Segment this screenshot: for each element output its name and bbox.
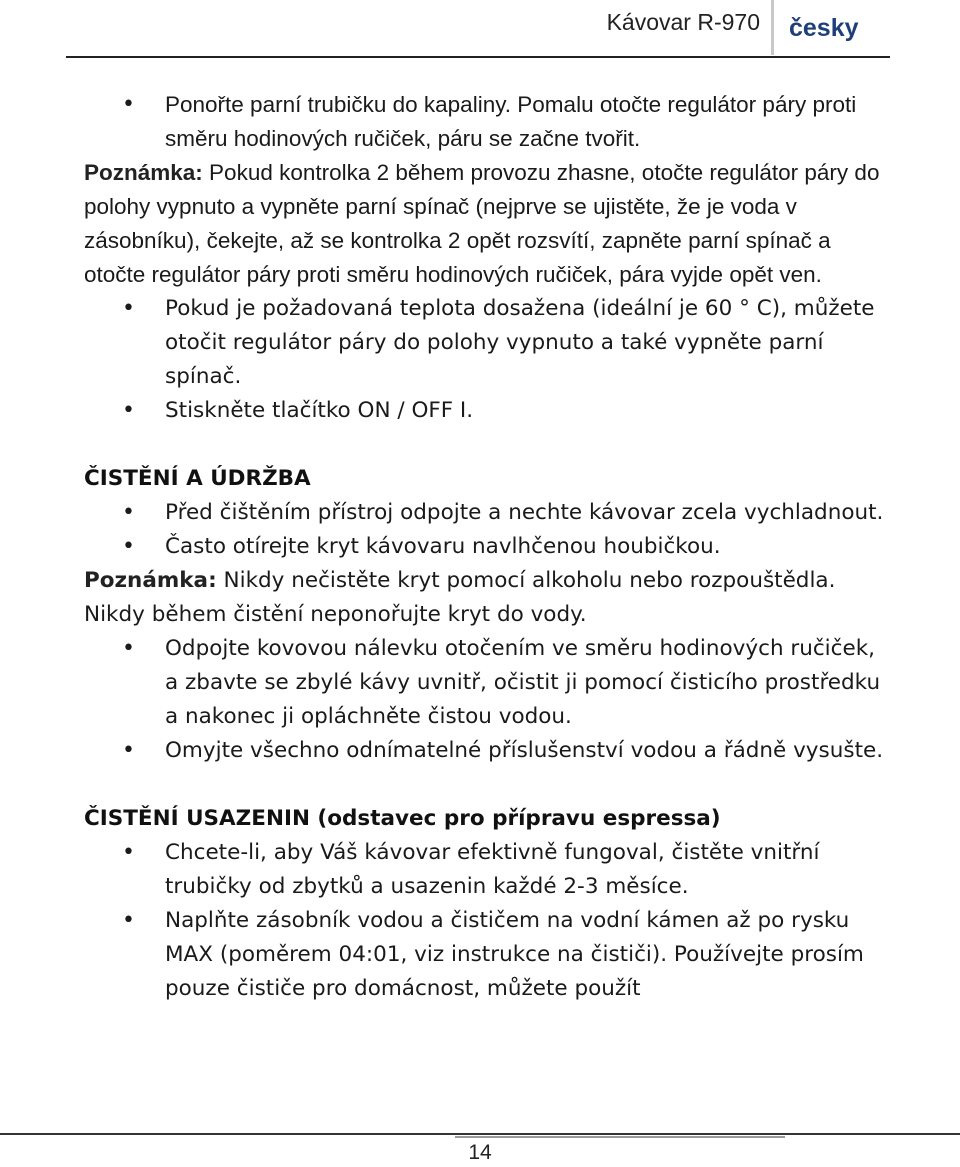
footer-rule <box>0 1133 960 1135</box>
document-body <box>84 88 884 1006</box>
list-item <box>83 836 884 904</box>
list-item-text: Ponořte parní trubičku do kapaliny. Pomalu otočte regulátor páry proti směru hodinových ručiček, páru se začne tvořit. <box>165 92 857 151</box>
section-heading-cleaning: ČISTĚNÍ A ÚDRŽBA <box>84 466 311 491</box>
note-label: Poznámka: <box>84 160 203 185</box>
list-item <box>83 88 884 156</box>
note-text: Pokud kontrolka 2 během provozu zhasne, otočte regulátor páry do polohy vypnuto a vypněte parní spínač (nejprve se ujistěte, že je voda v zásobníku), čekejte, až se kontrolka 2 opět rozsvítí, zapněte parní spínač a otočte regulátor páry proti směru hodinových ručiček, pára vyjde opět ven. <box>84 160 880 287</box>
list-item-text: Omyjte všechno odnímatelné příslušenství vodou a řádně vysušte. <box>165 738 884 763</box>
note-label: Poznámka: <box>84 568 217 593</box>
list-item <box>83 734 884 768</box>
list-item <box>83 292 884 394</box>
note-text: Nikdy nečistěte kryt pomocí alkoholu nebo rozpouštědla. Nikdy během čistění neponořujte kryt do vody. <box>84 568 836 627</box>
list-item-text: Pokud je požadovaná teplota dosažena (ideální je 60 ° C), můžete otočit regulátor páry do polohy vypnuto a také vypněte parní spínač. <box>165 296 875 389</box>
header-model-title: Kávovar R-970 <box>606 9 760 35</box>
list-item <box>83 496 884 530</box>
list-item-text: Stiskněte tlačítko ON / OFF I. <box>165 398 474 423</box>
footer-rule-secondary <box>455 1136 785 1138</box>
note-paragraph <box>84 156 884 292</box>
header-divider <box>771 0 774 55</box>
list-item <box>83 394 884 428</box>
list-item-text: Před čištěním přístroj odpojte a nechte kávovar zcela vychladnout. <box>165 500 884 525</box>
list-item-text: Odpojte kovovou nálevku otočením ve směru hodinových ručiček, a zbavte se zbylé kávy uvnitř, očistit ji pomocí čisticího prostředku a nakonec ji opláchněte čistou vodou. <box>165 636 881 729</box>
page-number: 14 <box>468 1141 492 1164</box>
list-item-text: Naplňte zásobník vodou a čističem na vodní kámen až po rysku MAX (poměrem 04:01, viz instrukce na čističi). Používejte prosím pouze čističe pro domácnost, můžete použít <box>165 908 864 1001</box>
list-item <box>83 530 884 564</box>
list-item <box>83 904 884 1006</box>
list-item-text: Často otírejte kryt kávovaru navlhčenou houbičkou. <box>165 534 721 559</box>
page-header <box>0 0 960 60</box>
note-paragraph <box>84 564 884 632</box>
header-rule <box>66 56 890 58</box>
list-item-text: Chcete-li, aby Váš kávovar efektivně fungoval, čistěte vnitřní trubičky od zbytků a usazenin každé 2-3 měsíce. <box>165 840 820 899</box>
section-heading-descaling: ČISTĚNÍ USAZENIN (odstavec pro přípravu espressa) <box>84 806 721 831</box>
list-item <box>83 632 884 734</box>
header-language: česky <box>789 14 859 42</box>
